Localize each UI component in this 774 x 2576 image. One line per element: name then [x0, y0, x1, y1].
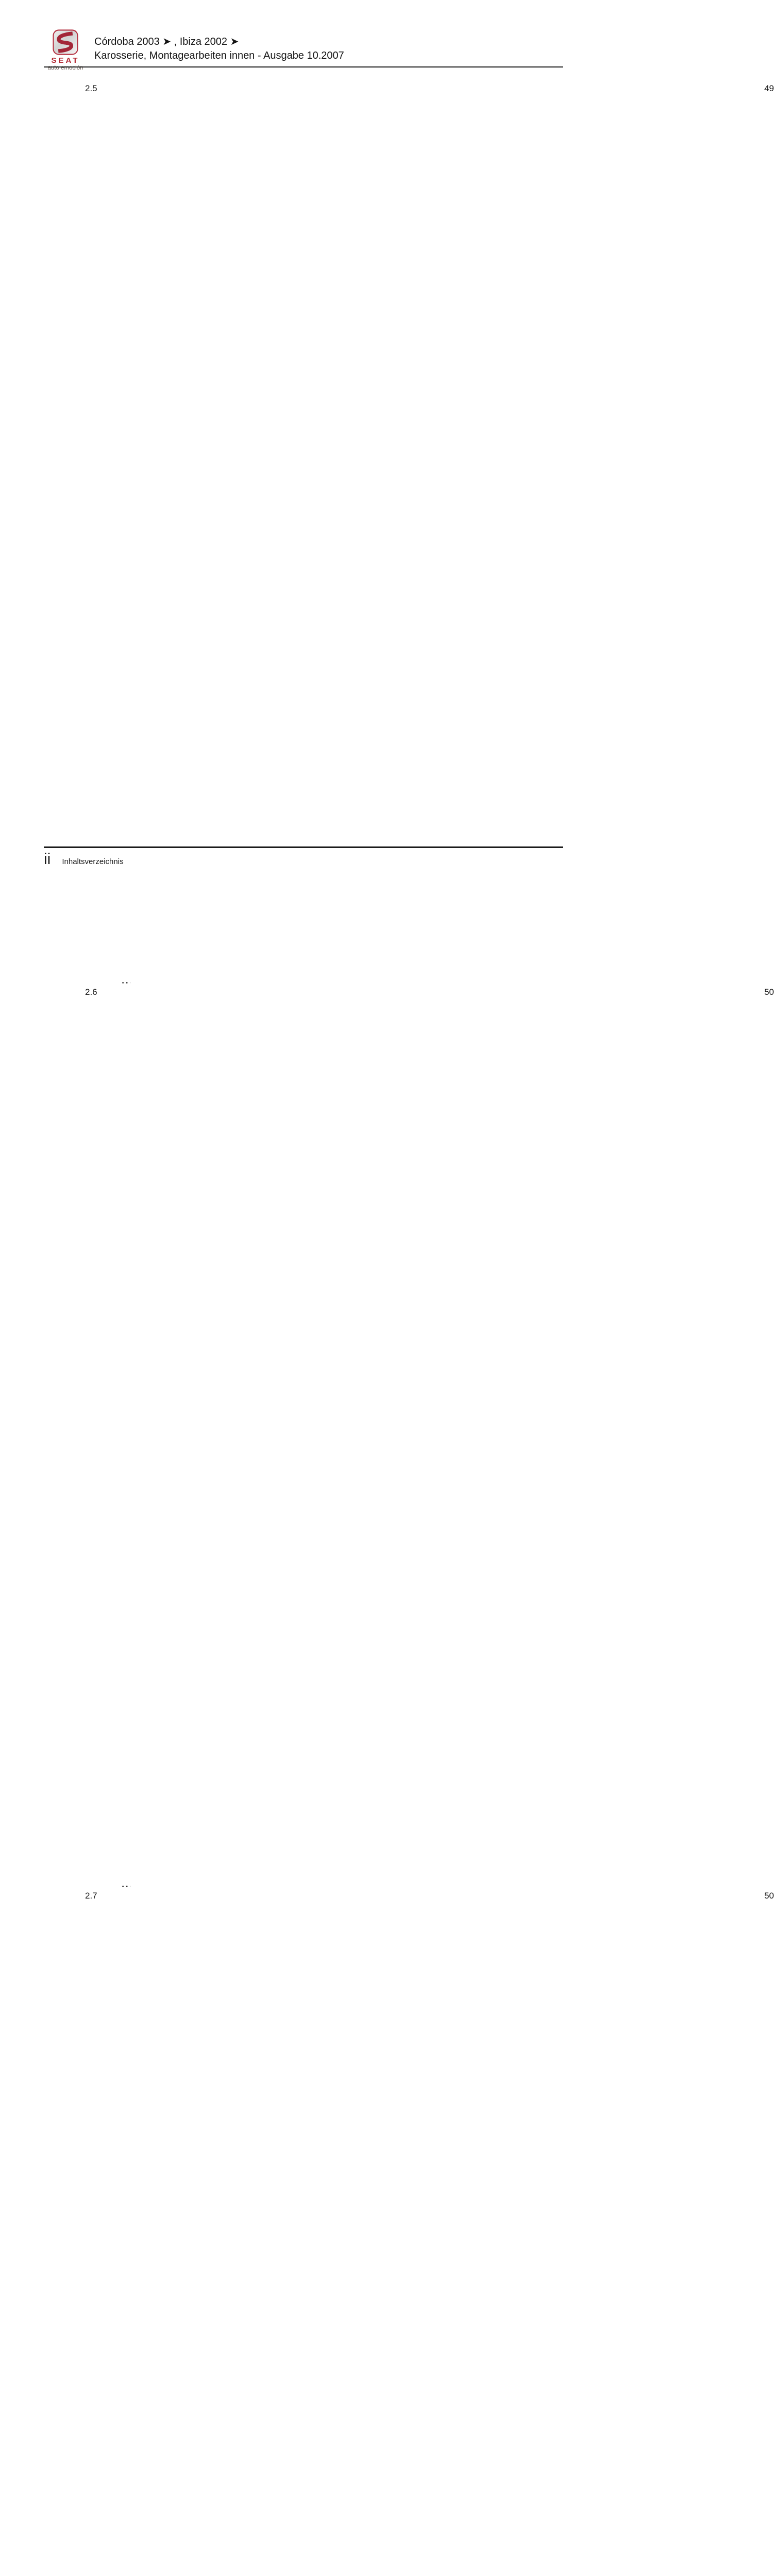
toc-entry-page: 50 — [135, 986, 774, 1889]
page-footer — [44, 846, 563, 867]
toc-entry-number: 2.7 — [85, 1891, 97, 1901]
toc-leader-dots — [122, 1886, 130, 1887]
seat-brand-tagline: auto emoción — [47, 65, 83, 71]
header-model-line: Córdoba 2003 ➤ , Ibiza 2002 ➤ — [94, 36, 239, 47]
toc-entry — [44, 1890, 774, 2576]
toc-entry-number: 2.6 — [85, 987, 97, 997]
page-header — [44, 29, 563, 71]
footer-label: Inhaltsverzeichnis — [62, 857, 124, 866]
toc-leader-dots — [122, 982, 130, 984]
header-rule — [44, 66, 563, 67]
toc-entry-number: 2.5 — [85, 83, 97, 93]
toc-entry-page: 50 — [135, 1890, 774, 2576]
header-titles — [94, 29, 344, 63]
toc-entry-page: 49 — [135, 82, 774, 986]
seat-brand-name: SEAT — [51, 56, 80, 65]
toc — [44, 82, 774, 2576]
seat-brand-block — [44, 29, 87, 71]
toc-section — [44, 82, 774, 2576]
footer-page-number: ii — [44, 851, 51, 868]
seat-logo-icon — [52, 29, 79, 56]
toc-entry — [44, 986, 774, 1889]
header-subject-line: Karosserie, Montagearbeiten innen - Ausgabe 10.2007 — [94, 50, 344, 61]
